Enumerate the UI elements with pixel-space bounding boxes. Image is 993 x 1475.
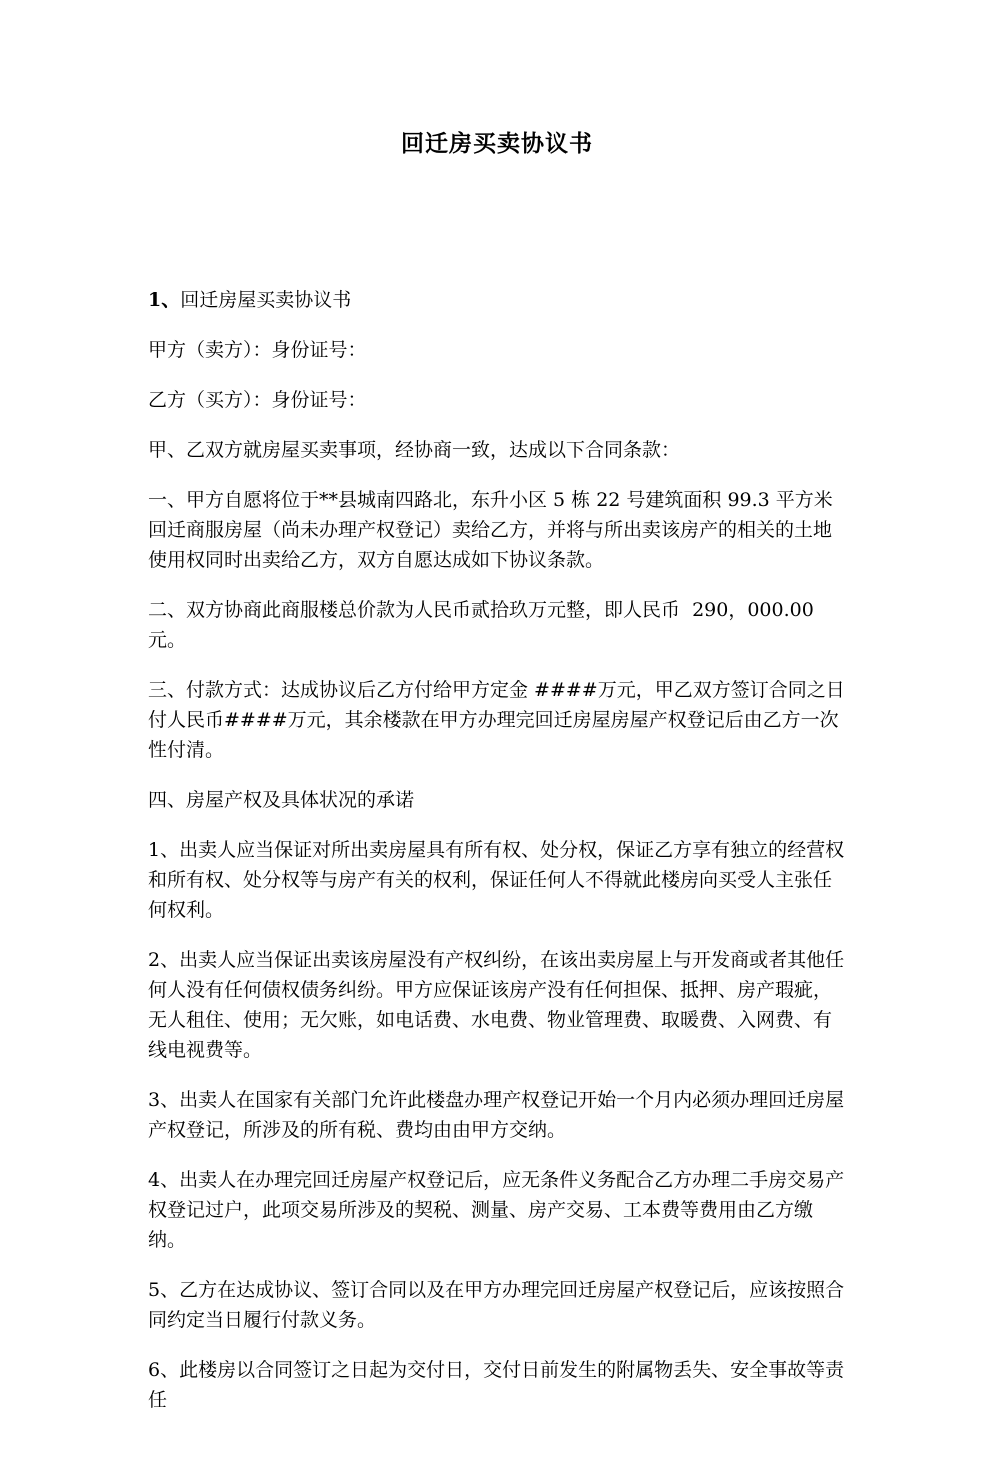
clause-4-item-6: 6、此楼房以合同签订之日起为交付日，交付日前发生的附属物丢失、安全事故等责任 [148, 1359, 845, 1411]
clause-4-item-3: 3、出卖人在国家有关部门允许此楼盘办理产权登记开始一个月内必须办理回迁房屋产权登记，所涉及的所有税、费均由由甲方交纳。 [148, 1089, 845, 1141]
doc-subtitle-number: 1、 [148, 289, 181, 311]
clause-1-property-description: 一、甲方自愿将位于**县城南四路北，东升小区 5 栋 22 号建筑面积 99.3 平方米回迁商服房屋（尚未办理产权登记）卖给乙方，并将与所出卖该房产的相关的土地使用权同时出卖给乙方，双方自愿达成如下协议条款。 [148, 489, 833, 571]
clause-2-total-price: 二、双方协商此商服楼总价款为人民币贰拾玖万元整，即人民币 290，000.00 元。 [148, 599, 820, 651]
clause-4-item-2: 2、出卖人应当保证出卖该房屋没有产权纠纷，在该出卖房屋上与开发商或者其他任何人没有任何债权债务纠纷。甲方应保证该房产没有任何担保、抵押、房产瑕疵，无人租住、使用；无欠账，如电话费、水电费、物业管理费、取暖费、入网费、有线电视费等。 [148, 949, 845, 1061]
paragraph-preamble: 甲、乙双方就房屋买卖事项，经协商一致，达成以下合同条款： [148, 439, 681, 461]
paragraph-party-a: 甲方（卖方）：身份证号： [148, 339, 367, 361]
clause-4-item-5: 5、乙方在达成协议、签订合同以及在甲方办理完回迁房屋产权登记后，应该按照合同约定当日履行付款义务。 [148, 1279, 845, 1331]
doc-subtitle [148, 285, 846, 315]
clause-4-item-4: 4、出卖人在办理完回迁房屋产权登记后，应无条件义务配合乙方办理二手房交易产权登记过户，此项交易所涉及的契税、测量、房产交易、工本费等费用由乙方缴纳。 [148, 1169, 845, 1251]
doc-subtitle-text: 回迁房屋买卖协议书 [180, 289, 352, 311]
clause-3-payment-method: 三、付款方式：达成协议后乙方付给甲方定金 ####万元，甲乙双方签订合同之日付人民币####万元，其余楼款在甲方办理完回迁房屋房屋产权登记后由乙方一次性付清。 [148, 679, 845, 761]
paragraph-party-b: 乙方（买方）：身份证号： [148, 389, 367, 411]
clause-4-item-1: 1、出卖人应当保证对所出卖房屋具有所有权、处分权，保证乙方享有独立的经营权和所有权、处分权等与房产有关的权利，保证任何人不得就此楼房向买受人主张任何权利。 [148, 839, 845, 921]
document-title: 回迁房买卖协议书 [401, 130, 593, 157]
clause-4-heading: 四、房屋产权及具体状况的承诺 [148, 789, 415, 811]
